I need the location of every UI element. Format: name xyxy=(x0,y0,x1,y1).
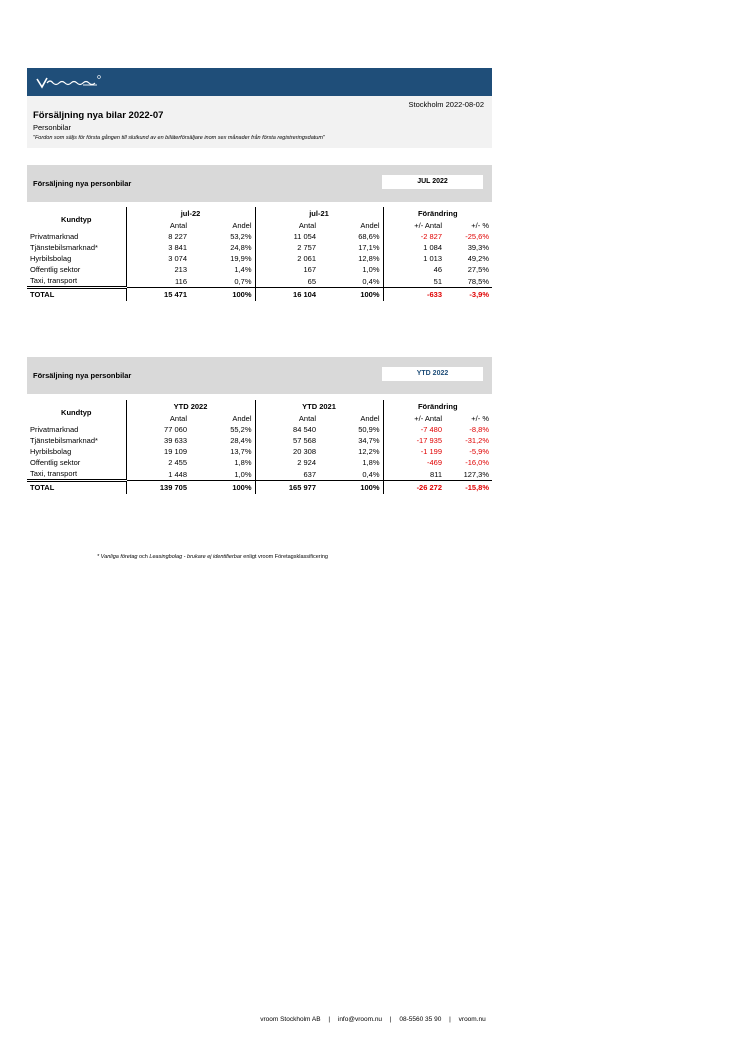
footnote-part3: enligt vroom Företagsklassificering xyxy=(243,554,328,560)
cell-change: 127,3% xyxy=(463,469,489,479)
cell-value: 34,7% xyxy=(358,436,380,445)
group-change: Förändring xyxy=(383,400,492,413)
cell-change: -2 827 xyxy=(383,231,445,242)
sub-header: Antal xyxy=(255,413,319,424)
cell-change: -31,2% xyxy=(465,436,489,445)
cell-change: -17 935 xyxy=(383,435,445,446)
total-row xyxy=(27,481,492,495)
group-current: jul-22 xyxy=(126,207,255,220)
cell-change: -25,6% xyxy=(465,232,489,241)
table-row xyxy=(27,275,492,288)
cell-value: 8 227 xyxy=(126,231,190,242)
total-change: -15,8% xyxy=(445,481,492,495)
cell-value: 2 061 xyxy=(255,253,319,264)
cell-change: -16,0% xyxy=(465,458,489,467)
footer-company: vroom Stockholm AB xyxy=(260,1016,321,1023)
footer-separator: | xyxy=(328,1016,331,1023)
col-kundtyp: Kundtyp xyxy=(61,407,92,417)
table-row xyxy=(27,231,492,242)
table-row xyxy=(27,424,492,435)
report-header xyxy=(27,96,492,148)
cell-value: 3 074 xyxy=(126,253,190,264)
total-value: 100% xyxy=(319,481,383,495)
total-value: 100% xyxy=(319,288,383,302)
row-label: Offentlig sektor xyxy=(30,458,81,467)
cell-value: 19,9% xyxy=(230,254,252,263)
brand-banner xyxy=(27,68,492,96)
cell-change: 27,5% xyxy=(467,265,489,274)
report-title: Försäljning nya bilar 2022-07 xyxy=(33,110,164,121)
cell-change: -469 xyxy=(383,457,445,468)
report-date: Stockholm 2022-08-02 xyxy=(408,100,484,109)
cell-change: -5,9% xyxy=(469,447,489,456)
col-kundtyp: Kundtyp xyxy=(61,214,92,224)
sub-header: +/- % xyxy=(471,414,489,423)
total-value: 100% xyxy=(190,288,255,302)
cell-value: 1,4% xyxy=(234,265,252,274)
cell-value: 68,6% xyxy=(358,232,380,241)
cell-value: 53,2% xyxy=(230,232,252,241)
group-previous: jul-21 xyxy=(255,207,383,220)
cell-value: 0,4% xyxy=(362,469,380,479)
sub-header: Antal xyxy=(126,220,190,231)
cell-value: 19 109 xyxy=(126,446,190,457)
total-change: -26 272 xyxy=(383,481,445,495)
footnote-part1: Vanliga företag xyxy=(100,554,138,560)
footer-phone: 08-5560 35 90 xyxy=(399,1016,442,1023)
cell-change: 46 xyxy=(383,264,445,275)
cell-value: 17,1% xyxy=(358,243,380,252)
cell-value: 213 xyxy=(126,264,190,275)
total-value: 16 104 xyxy=(255,288,319,302)
table-row xyxy=(27,457,492,468)
row-label: Offentlig sektor xyxy=(30,265,81,274)
page-footer xyxy=(0,1016,746,1023)
row-label: Privatmarknad xyxy=(30,232,79,241)
section-header-ytd xyxy=(27,357,492,394)
total-value: 100% xyxy=(190,481,255,495)
cell-change: 51 xyxy=(383,275,445,288)
group-previous: YTD 2021 xyxy=(255,400,383,413)
sub-header: +/- Antal xyxy=(383,220,445,231)
sub-header: Andel xyxy=(232,221,252,230)
table-row xyxy=(27,264,492,275)
total-row xyxy=(27,288,492,302)
cell-change: -7 480 xyxy=(383,424,445,435)
vroom-logo-icon xyxy=(35,73,105,91)
cell-value: 0,4% xyxy=(362,276,380,286)
cell-value: 13,7% xyxy=(230,447,252,456)
sub-header: +/- Antal xyxy=(383,413,445,424)
cell-value: 116 xyxy=(126,275,190,288)
table-row xyxy=(27,253,492,264)
section-title: Försäljning nya personbilar xyxy=(33,371,132,380)
cell-change: -1 199 xyxy=(383,446,445,457)
footnote-part2: Leasingbolag - brukare ej identifierbar xyxy=(149,554,242,560)
group-change: Förändring xyxy=(383,207,492,220)
cell-change: 811 xyxy=(383,468,445,481)
sub-header: Andel xyxy=(360,414,380,423)
cell-value: 24,8% xyxy=(230,243,252,252)
sub-header: Andel xyxy=(360,221,380,230)
cell-value: 28,4% xyxy=(230,436,252,445)
total-label: TOTAL xyxy=(27,481,126,495)
total-label: TOTAL xyxy=(27,288,126,302)
cell-value: 2 455 xyxy=(126,457,190,468)
table-row xyxy=(27,435,492,446)
row-label: Tjänstebilsmarknad* xyxy=(30,436,98,445)
total-change: -633 xyxy=(383,288,445,302)
footer-separator: | xyxy=(389,1016,392,1023)
footnote xyxy=(97,554,328,560)
row-label: Privatmarknad xyxy=(30,425,79,434)
cell-change: 1 013 xyxy=(383,253,445,264)
sub-header: Antal xyxy=(255,220,319,231)
cell-value: 1,8% xyxy=(234,458,252,467)
row-label: Tjänstebilsmarknad* xyxy=(30,243,98,252)
sub-header: Antal xyxy=(126,413,190,424)
cell-value: 57 568 xyxy=(255,435,319,446)
table-row xyxy=(27,242,492,253)
cell-value: 167 xyxy=(255,264,319,275)
footer-email-link[interactable]: info@vroom.nu xyxy=(337,1016,383,1023)
cell-value: 84 540 xyxy=(255,424,319,435)
footer-separator: | xyxy=(449,1016,451,1023)
table-row xyxy=(27,446,492,457)
cell-value: 77 060 xyxy=(126,424,190,435)
cell-value: 1 448 xyxy=(126,468,190,481)
cell-value: 3 841 xyxy=(126,242,190,253)
footnote-star: * xyxy=(97,554,100,560)
report-subtitle: Personbilar xyxy=(33,123,71,132)
cell-value: 1,8% xyxy=(362,458,380,467)
cell-change: -8,8% xyxy=(469,425,489,434)
cell-value: 2 924 xyxy=(255,457,319,468)
sales-table-month xyxy=(27,207,492,301)
row-label: Taxi, transport xyxy=(30,276,78,285)
footer-web-link[interactable]: vroom.nu xyxy=(458,1016,486,1023)
cell-value: 55,2% xyxy=(230,425,252,434)
sales-table-ytd xyxy=(27,400,492,494)
cell-value: 65 xyxy=(255,275,319,288)
cell-value: 2 757 xyxy=(255,242,319,253)
cell-value: 11 054 xyxy=(255,231,319,242)
row-label: Taxi, transport xyxy=(30,469,78,478)
sub-header: Andel xyxy=(232,414,252,423)
total-value: 15 471 xyxy=(126,288,190,302)
table-row xyxy=(27,468,492,481)
period-badge: YTD 2022 xyxy=(382,367,483,381)
cell-change: 39,3% xyxy=(467,243,489,252)
cell-value: 50,9% xyxy=(358,425,380,434)
cell-change: 1 084 xyxy=(383,242,445,253)
row-label: Hyrbilsbolag xyxy=(30,447,72,456)
cell-value: 637 xyxy=(255,468,319,481)
total-change: -3,9% xyxy=(445,288,492,302)
cell-value: 12,2% xyxy=(358,447,380,456)
cell-value: 39 633 xyxy=(126,435,190,446)
footnote-och: och xyxy=(139,554,148,560)
period-badge: JUL 2022 xyxy=(382,175,483,189)
cell-value: 1,0% xyxy=(362,265,380,274)
cell-value: 12,8% xyxy=(358,254,380,263)
total-value: 139 705 xyxy=(126,481,190,495)
section-header-month xyxy=(27,165,492,202)
row-label: Hyrbilsbolag xyxy=(30,254,72,263)
cell-value: 20 308 xyxy=(255,446,319,457)
cell-change: 49,2% xyxy=(467,254,489,263)
total-value: 165 977 xyxy=(255,481,319,495)
cell-value: 1,0% xyxy=(234,469,252,479)
definition-note: "Fordon som säljs för första gången till slutkund av en biläterförsäljare inom sex månader från första registreringsdatum" xyxy=(33,135,325,141)
sub-header: +/- % xyxy=(471,221,489,230)
group-current: YTD 2022 xyxy=(126,400,255,413)
cell-value: 0,7% xyxy=(234,276,252,286)
section-title: Försäljning nya personbilar xyxy=(33,179,132,188)
cell-change: 78,5% xyxy=(467,276,489,286)
